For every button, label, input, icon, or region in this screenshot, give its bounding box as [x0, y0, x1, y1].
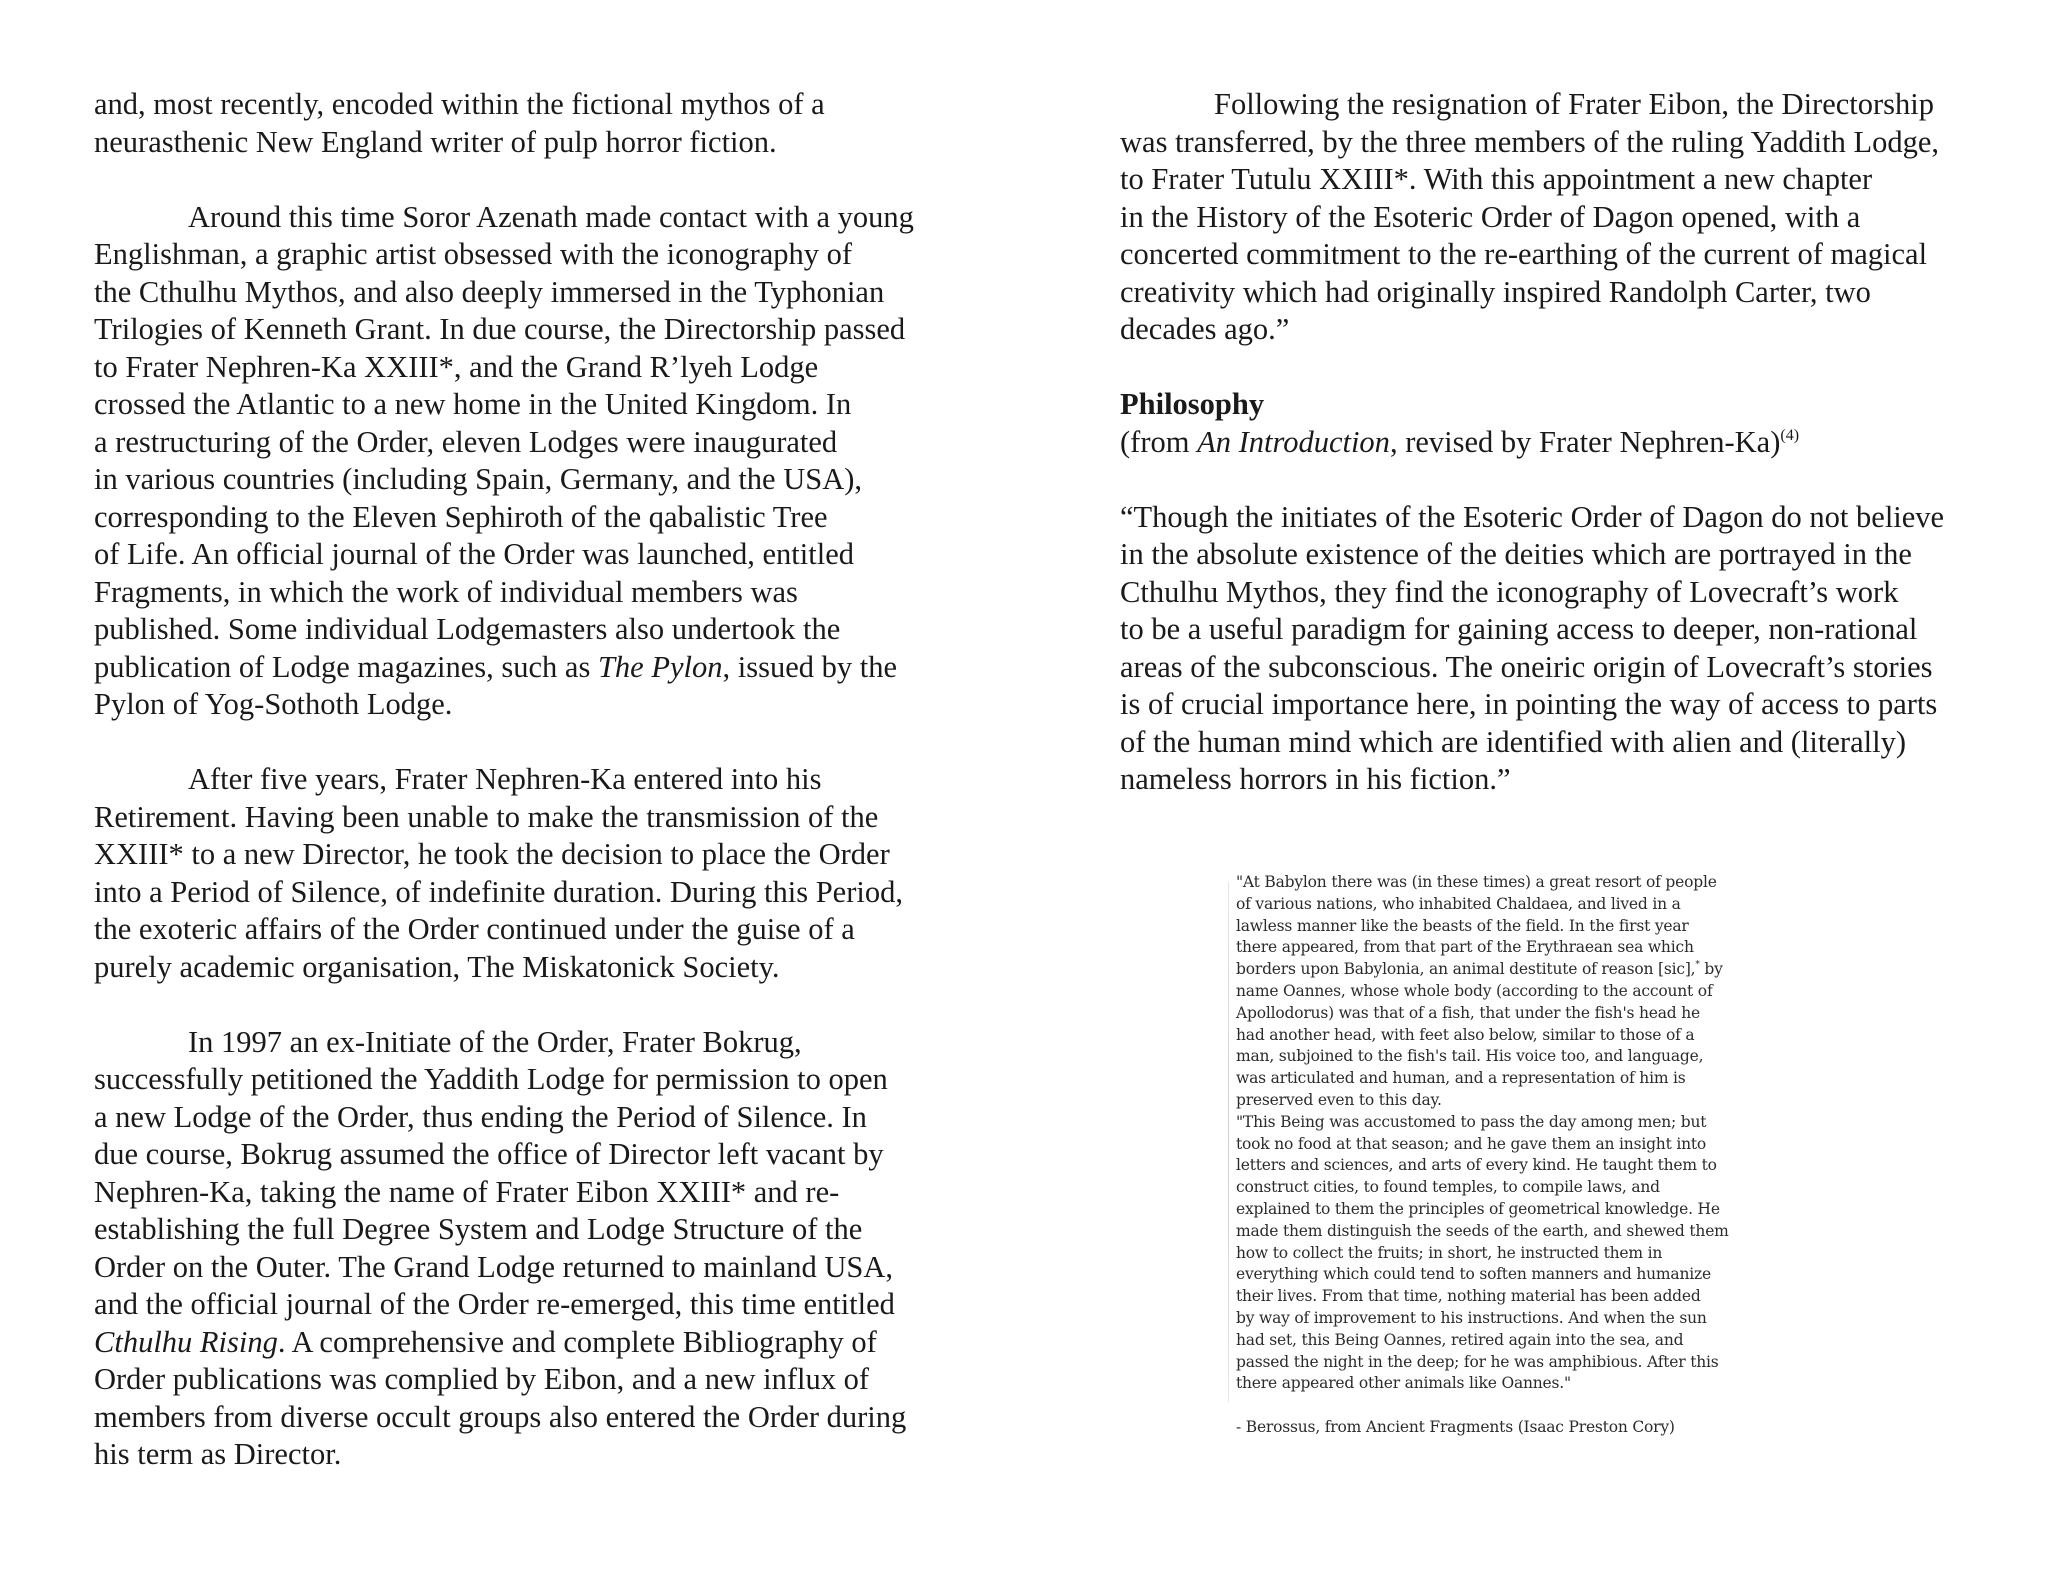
text-line: name Oannes, whose whole body (according to the account of [1236, 981, 1713, 1000]
text-line: is of crucial importance here, in pointing the way of access to parts [1120, 687, 1938, 721]
text-line: "At Babylon there was (in these times) a great resort of people [1236, 873, 1717, 891]
text-segment: publication of Lodge magazines, such as [94, 649, 598, 684]
text-line: a new Lodge of the Order, thus ending the Period of Silence. In [94, 1099, 867, 1134]
text-line: to be a useful paradigm for gaining access to deeper, non-rational [1120, 612, 1918, 646]
italic-title: An Introduction [1197, 424, 1390, 459]
text-line: preserved even to this day. [1236, 1090, 1442, 1109]
paragraph-gap [1120, 461, 2000, 499]
paragraph-gap [1236, 1395, 1776, 1417]
text-line: Trilogies of Kenneth Grant. In due course, the Directorship passed [94, 312, 906, 346]
text-line: Order on the Outer. The Grand Lodge returned to mainland USA, [94, 1249, 894, 1284]
text-line: there appeared other animals like Oannes." [1236, 1374, 1571, 1393]
text-line: Following the resignation of Frater Eibon, the Directorship [1214, 87, 1934, 121]
footnote-marker: (4) [1780, 426, 1800, 444]
text-line: Cthulhu Mythos, they find the iconography of Lovecraft’s work [1120, 574, 1899, 609]
text-line [1236, 959, 1776, 981]
text-line: in the absolute existence of the deities which are portrayed in the [1120, 537, 1912, 571]
text-line: the Cthulhu Mythos, and also deeply immersed in the Typhonian [94, 274, 885, 309]
text-line: letters and sciences, and arts of every kind. He taught them to [1236, 1156, 1717, 1175]
text-segment: borders upon Babylonia, an animal destitute of reason [sic], [1236, 960, 1696, 979]
text-line: establishing the full Degree System and Lodge Structure of the [94, 1212, 863, 1246]
text-segment: . A comprehensive and complete Bibliography of [277, 1324, 877, 1359]
text-line: his term as Director. [94, 1437, 342, 1471]
text-segment: by [1699, 960, 1723, 979]
text-line: by way of improvement to his instructions. And when the sun [1236, 1308, 1707, 1327]
italic-title: Cthulhu Rising [94, 1324, 278, 1359]
text-line [1120, 424, 2000, 462]
text-line: had set, this Being Oannes, retired again into the sea, and [1236, 1330, 1684, 1349]
text-segment: (from [1120, 424, 1198, 459]
text-line [94, 1324, 974, 1362]
text-line: Retirement. Having been unable to make the transmission of the [94, 799, 879, 834]
text-line: was transferred, by the three members of the ruling Yaddith Lodge, [1120, 124, 1940, 159]
text-line: XXIII* to a new Director, he took the decision to place the Order [94, 837, 890, 871]
text-line: to Frater Tutulu XXIII*. With this appointment a new chapter [1120, 162, 1873, 196]
text-segment: , revised by Frater Nephren-Ka) [1389, 424, 1781, 459]
section-heading: Philosophy [1120, 387, 1265, 421]
text-line: - Berossus, from Ancient Fragments (Isaac Preston Cory) [1236, 1417, 1675, 1436]
inset-quotation-scan [1236, 872, 1776, 1472]
text-line: Order publications was complied by Eibon, and a new influx of [94, 1362, 870, 1396]
text-line: "This Being was accustomed to pass the day among men; but [1236, 1112, 1707, 1131]
text-line: members from diverse occult groups also entered the Order during [94, 1399, 907, 1434]
text-line: there appeared, from that part of the Erythraean sea which [1236, 938, 1694, 957]
italic-title: The Pylon [597, 649, 723, 684]
text-line [94, 649, 974, 687]
text-line: of the human mind which are identified with alien and (literally) [1120, 724, 1906, 759]
text-line: In 1997 an ex-Initiate of the Order, Frater Bokrug, [188, 1024, 802, 1059]
text-line: concerted commitment to the re-earthing of the current of magical [1120, 237, 1928, 271]
footnote-marker: * [1695, 960, 1700, 971]
text-line: decades ago.” [1120, 312, 1290, 346]
text-line: successfully petitioned the Yaddith Lodge for permission to open [94, 1062, 888, 1096]
quotation-lines [1236, 872, 1776, 1439]
right-page-text [1120, 86, 2000, 799]
text-line: creativity which had originally inspired Randolph Carter, two [1120, 274, 1871, 309]
text-line: due course, Bokrug assumed the office of Director left vacant by [94, 1137, 884, 1171]
paragraph-gap [94, 986, 974, 1024]
paragraph-gap [94, 724, 974, 762]
text-line: construct cities, to found temples, to compile laws, and [1236, 1178, 1660, 1197]
text-line: purely academic organisation, The Miskatonick Society. [94, 949, 780, 984]
text-line: everything which could tend to soften manners and humanize [1236, 1265, 1711, 1284]
paragraph-gap [1120, 349, 2000, 387]
text-line: had another head, with feet also below, similar to those of a [1236, 1025, 1695, 1044]
paragraph-gap [94, 161, 974, 199]
text-line: published. Some individual Lodgemasters also undertook the [94, 612, 841, 646]
text-line: how to collect the fruits; in short, he instructed them in [1236, 1243, 1663, 1262]
text-line: explained to them the principles of geometrical knowledge. He [1236, 1199, 1720, 1218]
text-line: areas of the subconscious. The oneiric origin of Lovecraft’s stories [1120, 649, 1933, 684]
text-line: crossed the Atlantic to a new home in the United Kingdom. In [94, 387, 852, 421]
text-line: Englishman, a graphic artist obsessed with the iconography of [94, 237, 853, 271]
text-line: made them distinguish the seeds of the earth, and shewed them [1236, 1221, 1729, 1240]
text-line: into a Period of Silence, of indefinite duration. During this Period, [94, 874, 903, 909]
text-line: a restructuring of the Order, eleven Lodges were inaugurated [94, 424, 838, 459]
text-line: man, subjoined to the fish's tail. His voice too, and language, [1236, 1047, 1704, 1066]
left-page-text [94, 86, 974, 1474]
scan-edge [1228, 882, 1229, 1402]
text-line: the exoteric affairs of the Order continued under the guise of a [94, 912, 855, 946]
text-line: nameless horrors in his fiction.” [1120, 762, 1511, 796]
text-line: to Frater Nephren-Ka XXIII*, and the Grand R’lyeh Lodge [94, 349, 819, 384]
text-line: “Though the initiates of the Esoteric Order of Dagon do not believe [1120, 499, 1945, 534]
text-line: took no food at that season; and he gave them an insight into [1236, 1134, 1707, 1153]
text-line: lawless manner like the beasts of the field. In the first year [1236, 916, 1689, 935]
text-line: their lives. From that time, nothing material has been added [1236, 1287, 1701, 1306]
text-line: and the official journal of the Order re-emerged, this time entitled [94, 1287, 895, 1321]
text-line: passed the night in the deep; for he was amphibious. After this [1236, 1352, 1719, 1371]
text-line: was articulated and human, and a representation of him is [1236, 1069, 1686, 1088]
text-line: neurasthenic New England writer of pulp horror fiction. [94, 124, 777, 159]
text-line: After five years, Frater Nephren-Ka entered into his [188, 762, 822, 796]
text-line: and, most recently, encoded within the fictional mythos of a [94, 87, 825, 121]
text-line: Fragments, in which the work of individual members was [94, 574, 798, 609]
text-line: Pylon of Yog-Sothoth Lodge. [94, 687, 453, 721]
text-line: Around this time Soror Azenath made contact with a young [188, 199, 914, 234]
text-line: Apollodorus) was that of a fish, that under the fish's head he [1236, 1003, 1701, 1022]
text-line: in the History of the Esoteric Order of Dagon opened, with a [1120, 199, 1861, 234]
text-line: of Life. An official journal of the Order was launched, entitled [94, 537, 854, 571]
text-line: in various countries (including Spain, Germany, and the USA), [94, 462, 862, 496]
text-line: corresponding to the Eleven Sephiroth of the qabalistic Tree [94, 499, 828, 534]
text-line: of various nations, who inhabited Chaldaea, and lived in a [1236, 894, 1681, 913]
text-segment: , issued by the [722, 649, 897, 684]
text-line: Nephren-Ka, taking the name of Frater Eibon XXIII* and re- [94, 1174, 840, 1209]
